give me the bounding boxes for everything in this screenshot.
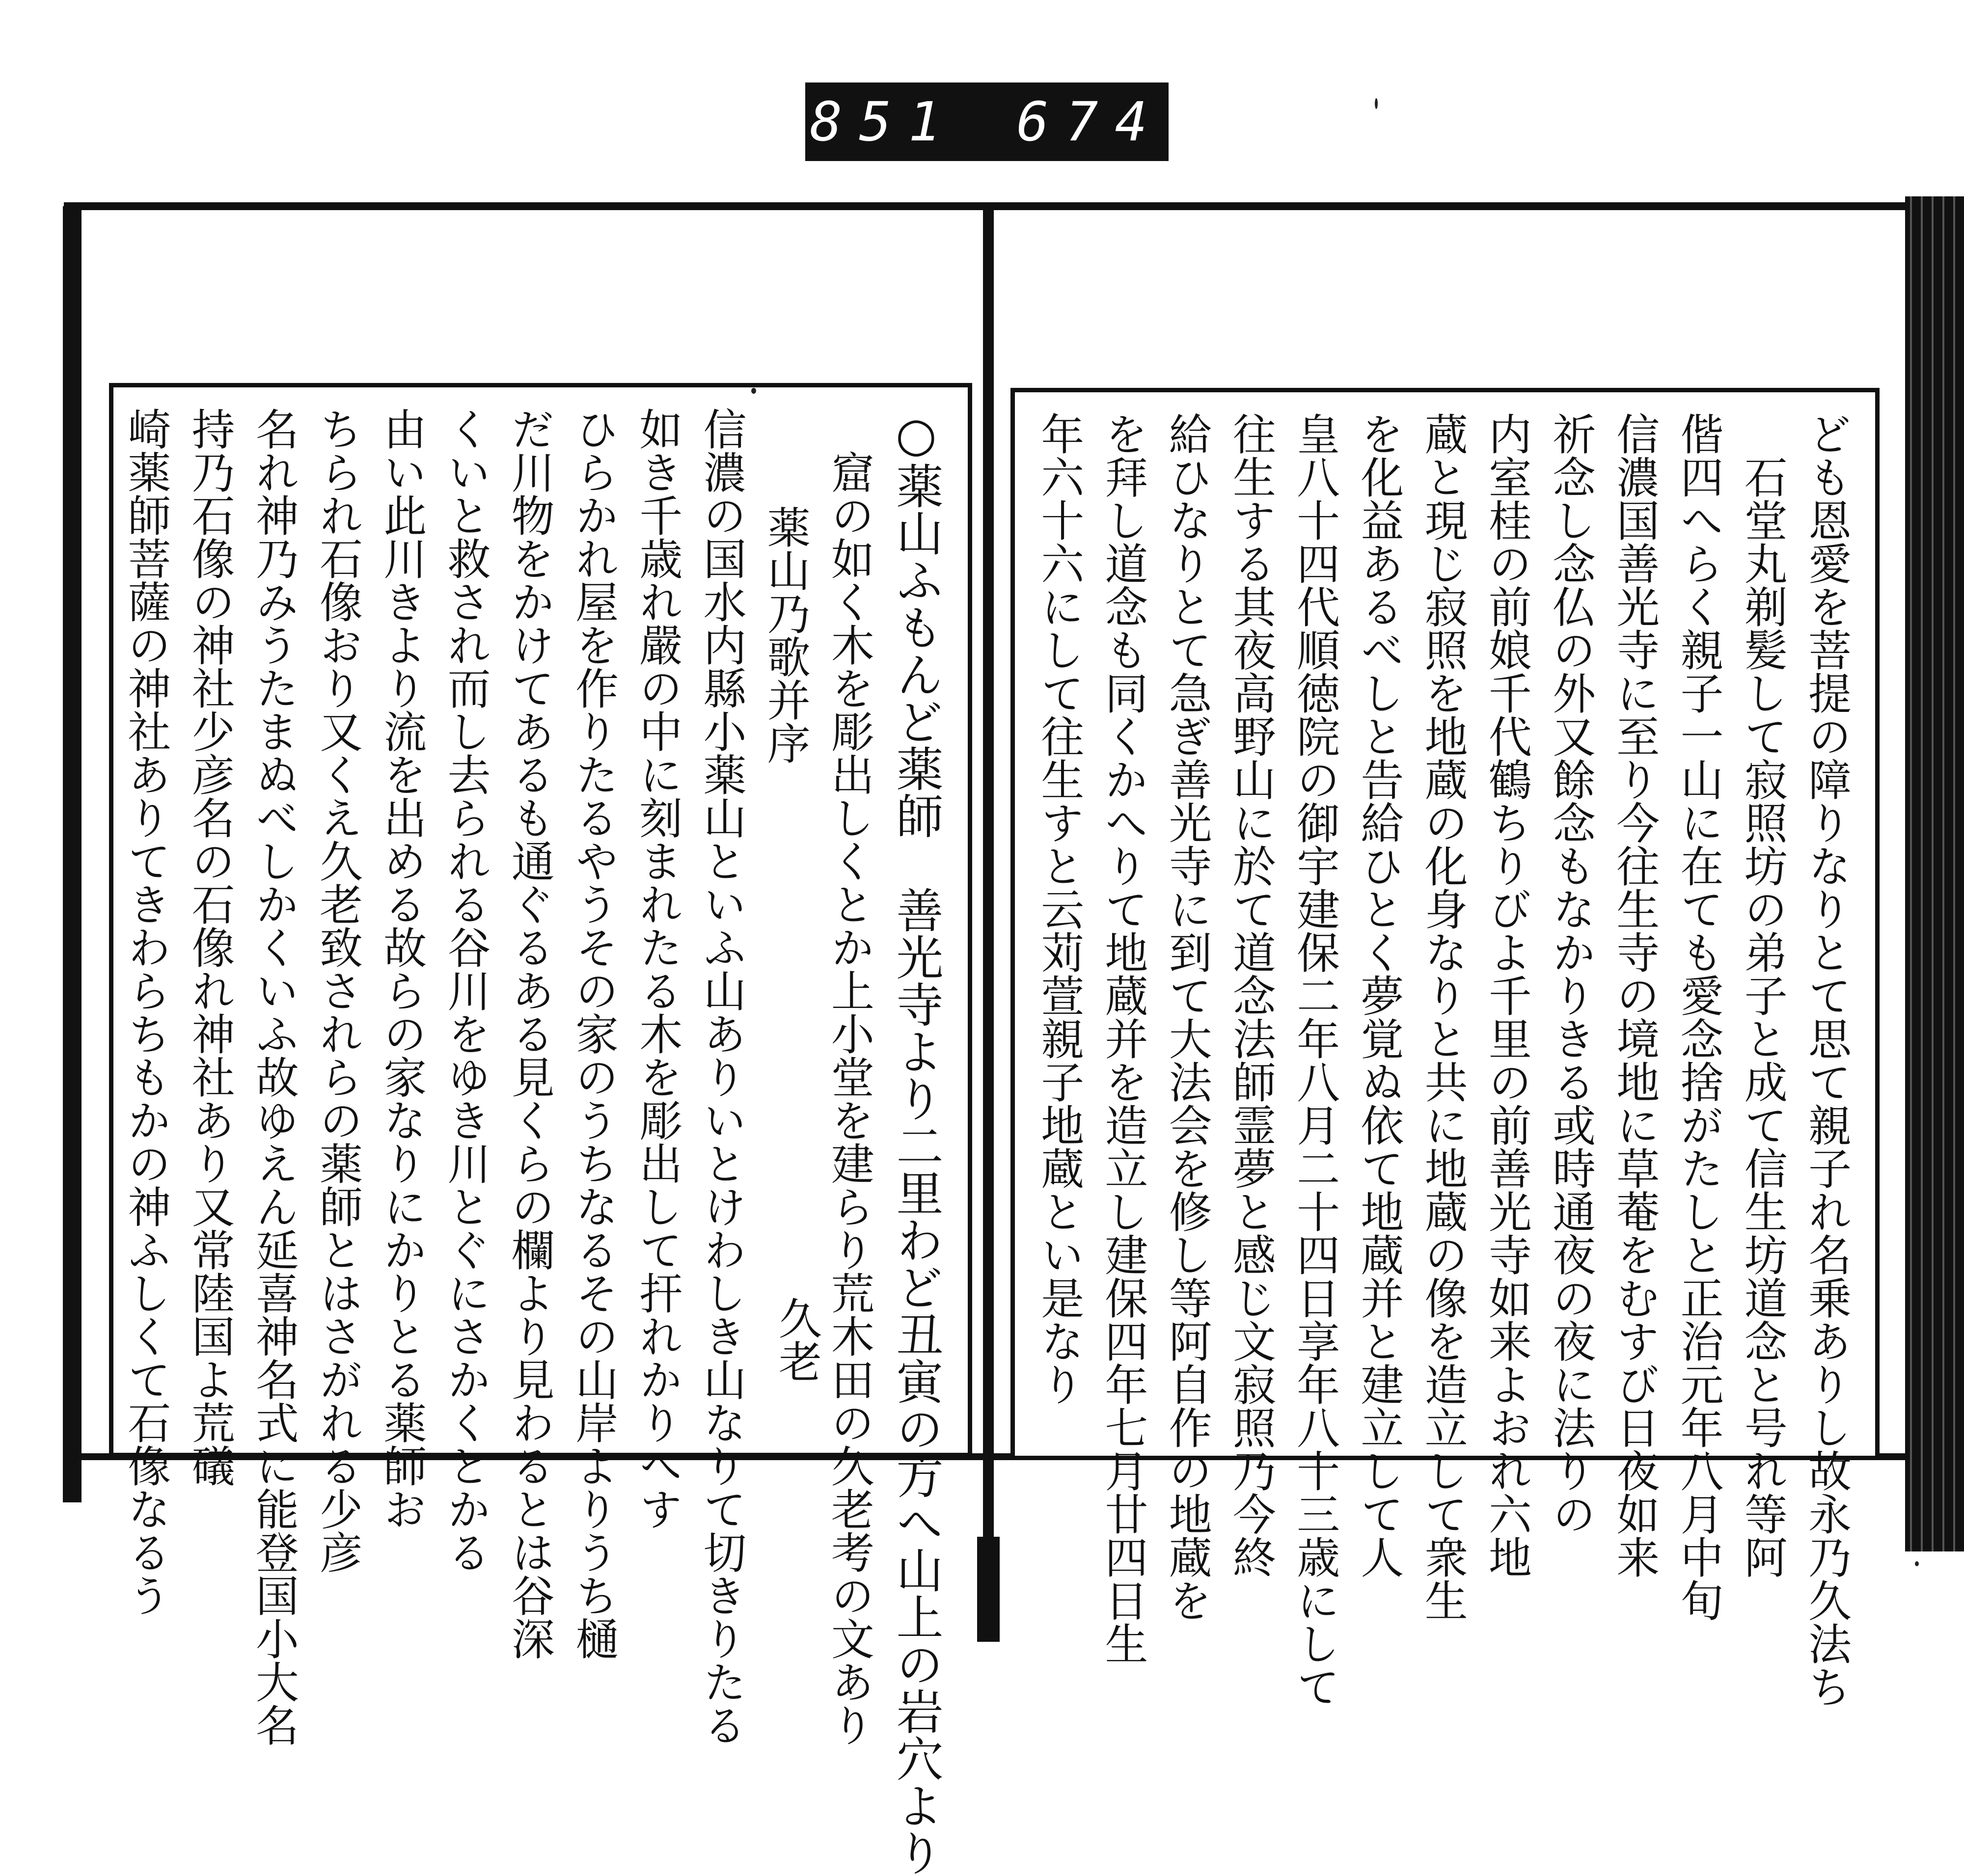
left-page-frame — [109, 383, 972, 1876]
right-line-7: 蔵と現じ寂照を地蔵の化身なりと共に地蔵の像を造立して衆生 — [1418, 412, 1469, 1622]
right-line-8: を化益あるべしと告給ひとく夢覚ぬ依て地蔵并と建立して人 — [1354, 412, 1405, 1578]
right-page-text — [1032, 412, 1858, 1708]
left-line-8: くいと救され而し去られる谷川をゆき川とぐにさかくとかる — [440, 407, 491, 1574]
left-line-6: ひらかれ屋を作りたるやうその家のうちなるその山岸よりうち樋 — [568, 407, 619, 1660]
call-number-left: 851 — [810, 90, 957, 153]
right-line-9: 皇八十四代順徳院の御宇建保二年八月二十四日享年八十三歳にして — [1290, 412, 1341, 1708]
book-gutter — [983, 206, 994, 1642]
right-line-11: 給ひなりとて急ぎ善光寺に到て大法会を修し等阿自作の地蔵を — [1162, 412, 1213, 1622]
right-page-frame — [1010, 388, 1880, 1708]
right-line-1: ども恩愛を菩提の障りなりとて思て親子れ名乗ありし故永乃久法ち — [1801, 412, 1852, 1708]
left-line-2: 窟の如く木を彫出しくとか上小堂を建らり荒木田の久老考の文あり — [824, 450, 875, 1746]
book-cover-top-edge — [64, 202, 1959, 210]
left-line-4: 信濃の国水内縣小薬山といふ山ありいとけわしき山なりて切きりたる — [696, 407, 747, 1746]
left-line-12: 持乃石像の神社少彦名の石像れ神社あり又常陸国よ荒礒 — [185, 407, 236, 1487]
left-line-13: 崎薬師菩薩の神社ありてきわらちもかの神ふしくて石像なるう — [121, 407, 172, 1617]
right-line-13: 年六十六にして往生すと云苅萱親子地蔵とい是なり — [1034, 412, 1085, 1406]
book-spine-end — [977, 1537, 1000, 1642]
left-page-text — [121, 407, 951, 1876]
scan-speck — [1915, 1561, 1919, 1566]
section-heading: 薬山乃歌并序 — [760, 505, 811, 764]
left-line-10: ちられ石像おり又くえ久老致されらの薬師とはさがれる少彦 — [313, 407, 364, 1574]
right-line-5: 祈念し念仏の外又餘念もなかりきる或時通夜の夜に法りの — [1546, 412, 1597, 1535]
left-line-9: 由い此川きより流を出める故らの家なりにかりとる薬師お — [377, 407, 428, 1530]
right-line-12: を拜し道念も同くかへりて地蔵并を造立し建保四年七月廿四日生 — [1098, 412, 1149, 1665]
book-cover-left-edge — [63, 206, 82, 1502]
right-line-10: 往生する其夜高野山に於て道念法師霊夢と感じ文寂照乃今終 — [1226, 412, 1277, 1578]
call-number-label — [805, 82, 1169, 161]
right-line-6: 内室桂の前娘千代鶴ちりびよ千里の前善光寺如来よおれ六地 — [1481, 412, 1532, 1578]
scan-speck — [751, 388, 756, 394]
right-line-4: 信濃国善光寺に至り今往生寺の境地に草菴をむすび日夜如来 — [1609, 412, 1661, 1578]
book-fore-edge — [1905, 196, 1964, 1551]
left-line-5: 如き千歳れ嚴の中に刻まれたる木を彫出して扞れかりへす — [632, 407, 683, 1530]
author-signature: 久老 — [772, 1296, 822, 1383]
right-line-3: 偕四へらく親子一山に在ても愛念捨がたしと正治元年八月中旬 — [1673, 412, 1724, 1622]
call-number-right: 674 — [1016, 90, 1164, 153]
left-line-11: 名れ神乃みうたまぬべしかくいふ故ゆえん延喜神名式に能登国小大名 — [248, 407, 300, 1746]
left-line-1: ○薬山ふもんど薬師 善光寺より二里わど丑寅の方へ山上の岩穴より — [889, 407, 944, 1876]
scan-speck — [1375, 98, 1378, 109]
right-line-2: 石堂丸剃髪して寂照坊の弟子と成て信生坊道念と号れ等阿 — [1737, 455, 1788, 1578]
left-line-7: だ川物をかけてあるも通ぐるある見くらの欄より見わるとは谷深 — [504, 407, 555, 1660]
